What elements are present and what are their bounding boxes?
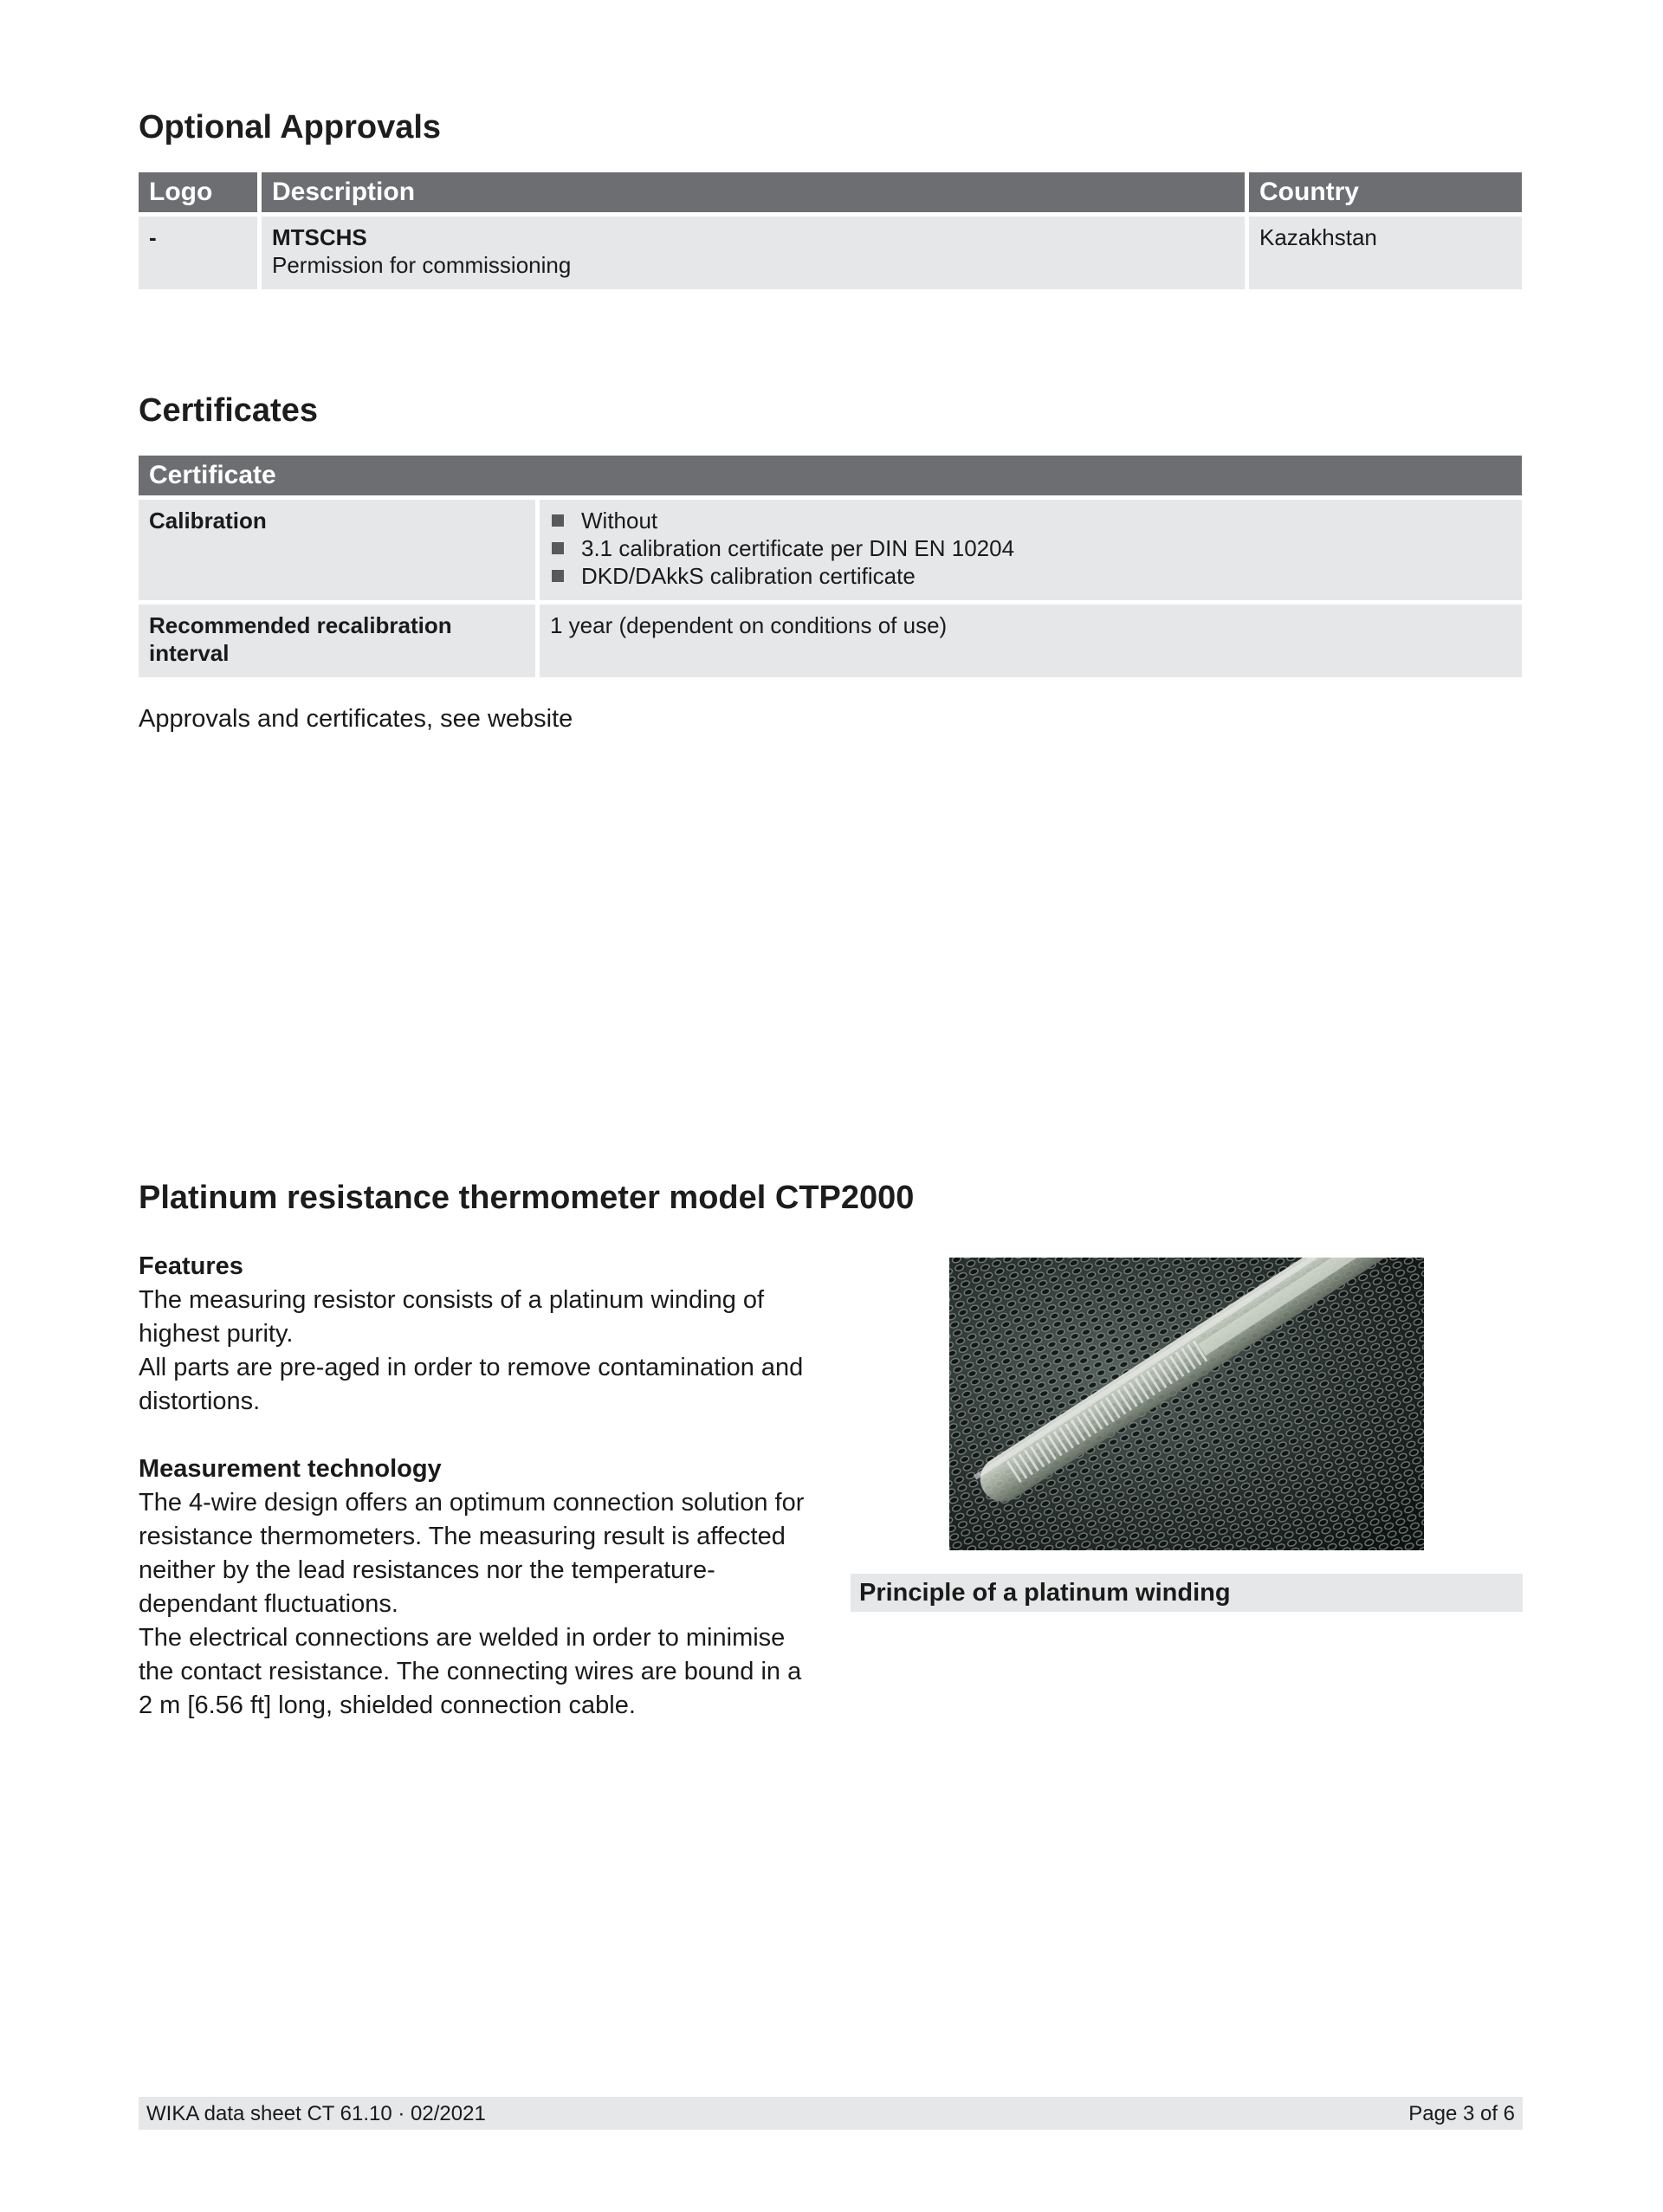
recalibration-value: 1 year (dependent on conditions of use) — [540, 605, 1522, 677]
table-header-row — [139, 172, 1522, 212]
certificates-table — [134, 451, 1526, 682]
cell-logo: - — [139, 217, 257, 289]
certificates-note: Approvals and certificates, see website — [139, 705, 573, 733]
features-paragraph: The measuring resistor consists of a platinum winding of highest purity. — [139, 1286, 765, 1348]
optional-approvals-heading: Optional Approvals — [139, 109, 442, 146]
optional-approvals-table — [134, 168, 1526, 294]
image-caption: Principle of a platinum winding — [859, 1579, 1231, 1607]
list-item: DKD/DAkkS calibration certificate — [550, 562, 1511, 590]
table-row — [139, 500, 1522, 600]
image-caption-box — [851, 1574, 1523, 1612]
calibration-label: Calibration — [139, 500, 535, 600]
column-header-description: Description — [262, 172, 1245, 212]
cell-description — [262, 217, 1245, 289]
list-item: Without — [550, 507, 1511, 534]
calibration-options-list — [550, 507, 1511, 590]
measurement-paragraph: The electrical connections are welded in order to minimise the contact resistance. The connecting wires are bound in a 2 m [6.56 ft] long, shielded connection cable. — [139, 1624, 802, 1719]
column-header-certificate: Certificate — [139, 456, 1522, 495]
description-text: Permission for commissioning — [272, 252, 572, 278]
recalibration-label: Recommended recalibration interval — [139, 605, 535, 677]
ctp2000-heading: Platinum resistance thermometer model CTP2000 — [139, 1180, 915, 1216]
certificates-heading: Certificates — [139, 392, 318, 429]
calibration-options — [540, 500, 1522, 600]
table-header-row — [139, 456, 1522, 495]
column-header-logo: Logo — [139, 172, 257, 212]
column-header-country: Country — [1249, 172, 1522, 212]
features-heading: Features — [139, 1252, 243, 1280]
footer-document-info: WIKA data sheet CT 61.10 · 02/2021 — [146, 2102, 486, 2125]
footer-page-number: Page 3 of 6 — [1408, 2102, 1515, 2125]
page-footer — [139, 2097, 1523, 2130]
description-title: MTSCHS — [272, 224, 367, 250]
ctp2000-text-column — [139, 1250, 814, 1723]
table-row — [139, 217, 1522, 289]
list-item: 3.1 calibration certificate per DIN EN 10204 — [550, 534, 1511, 562]
features-paragraph: All parts are pre-aged in order to remove contamination and distortions. — [139, 1354, 804, 1415]
measurement-heading: Measurement technology — [139, 1455, 442, 1483]
cell-country: Kazakhstan — [1249, 217, 1522, 289]
platinum-winding-photo — [949, 1258, 1424, 1550]
measurement-paragraph: The 4-wire design offers an optimum connection solution for resistance thermometers. The measuring result is affected neither by the lead resistances nor the temperature-dependant fluctuations. — [139, 1489, 805, 1618]
table-row — [139, 605, 1522, 677]
